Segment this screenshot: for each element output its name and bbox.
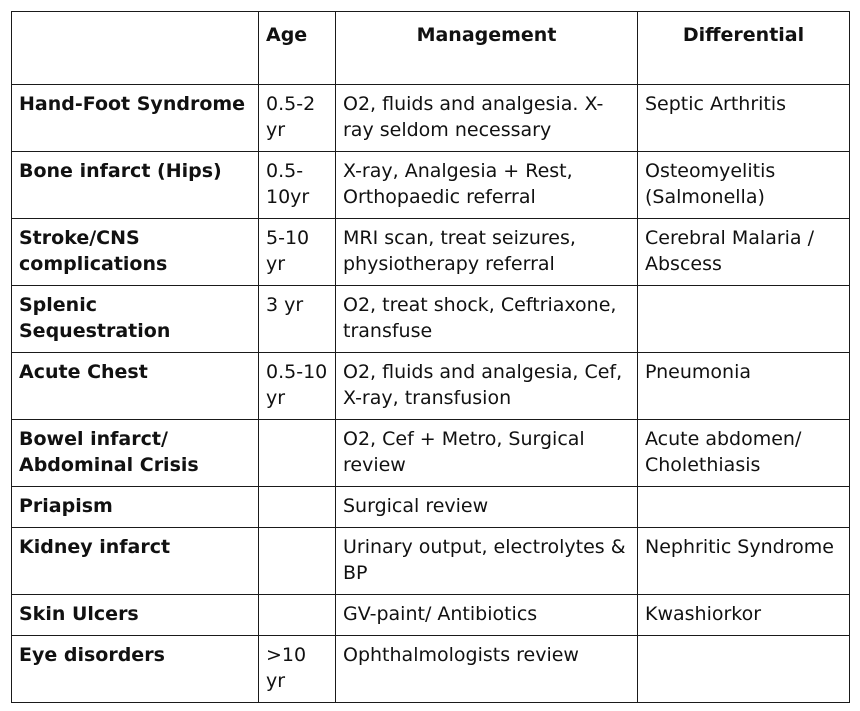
- condition-cell: Priapism: [12, 487, 259, 528]
- table-row: [12, 595, 850, 636]
- table-row: [12, 636, 850, 703]
- table-row: [12, 219, 850, 286]
- table-row: [12, 487, 850, 528]
- table-row: [12, 85, 850, 152]
- condition-cell: Skin Ulcers: [12, 595, 259, 636]
- table-row: [12, 286, 850, 353]
- management-cell: Urinary output, electrolytes & BP: [336, 528, 638, 595]
- condition-cell: Acute Chest: [12, 353, 259, 420]
- differential-cell: [638, 636, 850, 703]
- management-cell: O2, fluids and analgesia. X-ray seldom necessary: [336, 85, 638, 152]
- header-condition: [12, 12, 259, 85]
- age-cell: 0.5-10yr: [259, 152, 336, 219]
- management-cell: O2, Cef + Metro, Surgical review: [336, 420, 638, 487]
- management-cell: Ophthalmologists review: [336, 636, 638, 703]
- differential-cell: Kwashiorkor: [638, 595, 850, 636]
- differential-cell: Osteomyelitis (Salmonella): [638, 152, 850, 219]
- condition-cell: Bowel infarct/ Abdominal Crisis: [12, 420, 259, 487]
- age-cell: 3 yr: [259, 286, 336, 353]
- differential-cell: [638, 286, 850, 353]
- differential-cell: Cerebral Malaria / Abscess: [638, 219, 850, 286]
- condition-cell: Eye disorders: [12, 636, 259, 703]
- differential-cell: Septic Arthritis: [638, 85, 850, 152]
- age-cell: >10 yr: [259, 636, 336, 703]
- differential-cell: Pneumonia: [638, 353, 850, 420]
- age-cell: [259, 595, 336, 636]
- management-cell: O2, fluids and analgesia, Cef, X-ray, transfusion: [336, 353, 638, 420]
- age-cell: 0.5-10 yr: [259, 353, 336, 420]
- condition-cell: Bone infarct (Hips): [12, 152, 259, 219]
- header-management: Management: [336, 12, 638, 85]
- table-row: [12, 420, 850, 487]
- management-cell: GV-paint/ Antibiotics: [336, 595, 638, 636]
- condition-cell: Hand-Foot Syndrome: [12, 85, 259, 152]
- age-cell: 0.5-2 yr: [259, 85, 336, 152]
- management-cell: Surgical review: [336, 487, 638, 528]
- age-cell: [259, 420, 336, 487]
- age-cell: [259, 528, 336, 595]
- table-row: [12, 353, 850, 420]
- management-cell: O2, treat shock, Ceftriaxone, transfuse: [336, 286, 638, 353]
- table-row: [12, 528, 850, 595]
- condition-cell: Splenic Sequestration: [12, 286, 259, 353]
- sickle-cell-complications-table: [11, 11, 850, 703]
- age-cell: 5-10 yr: [259, 219, 336, 286]
- management-cell: X-ray, Analgesia + Rest, Orthopaedic referral: [336, 152, 638, 219]
- management-cell: MRI scan, treat seizures, physiotherapy referral: [336, 219, 638, 286]
- differential-cell: [638, 487, 850, 528]
- condition-cell: Kidney infarct: [12, 528, 259, 595]
- table-row: [12, 152, 850, 219]
- header-age: Age: [259, 12, 336, 85]
- differential-cell: Acute abdomen/ Cholethiasis: [638, 420, 850, 487]
- condition-cell: Stroke/CNS complications: [12, 219, 259, 286]
- age-cell: [259, 487, 336, 528]
- differential-cell: Nephritic Syndrome: [638, 528, 850, 595]
- header-row: [12, 12, 850, 85]
- header-differential: Differential: [638, 12, 850, 85]
